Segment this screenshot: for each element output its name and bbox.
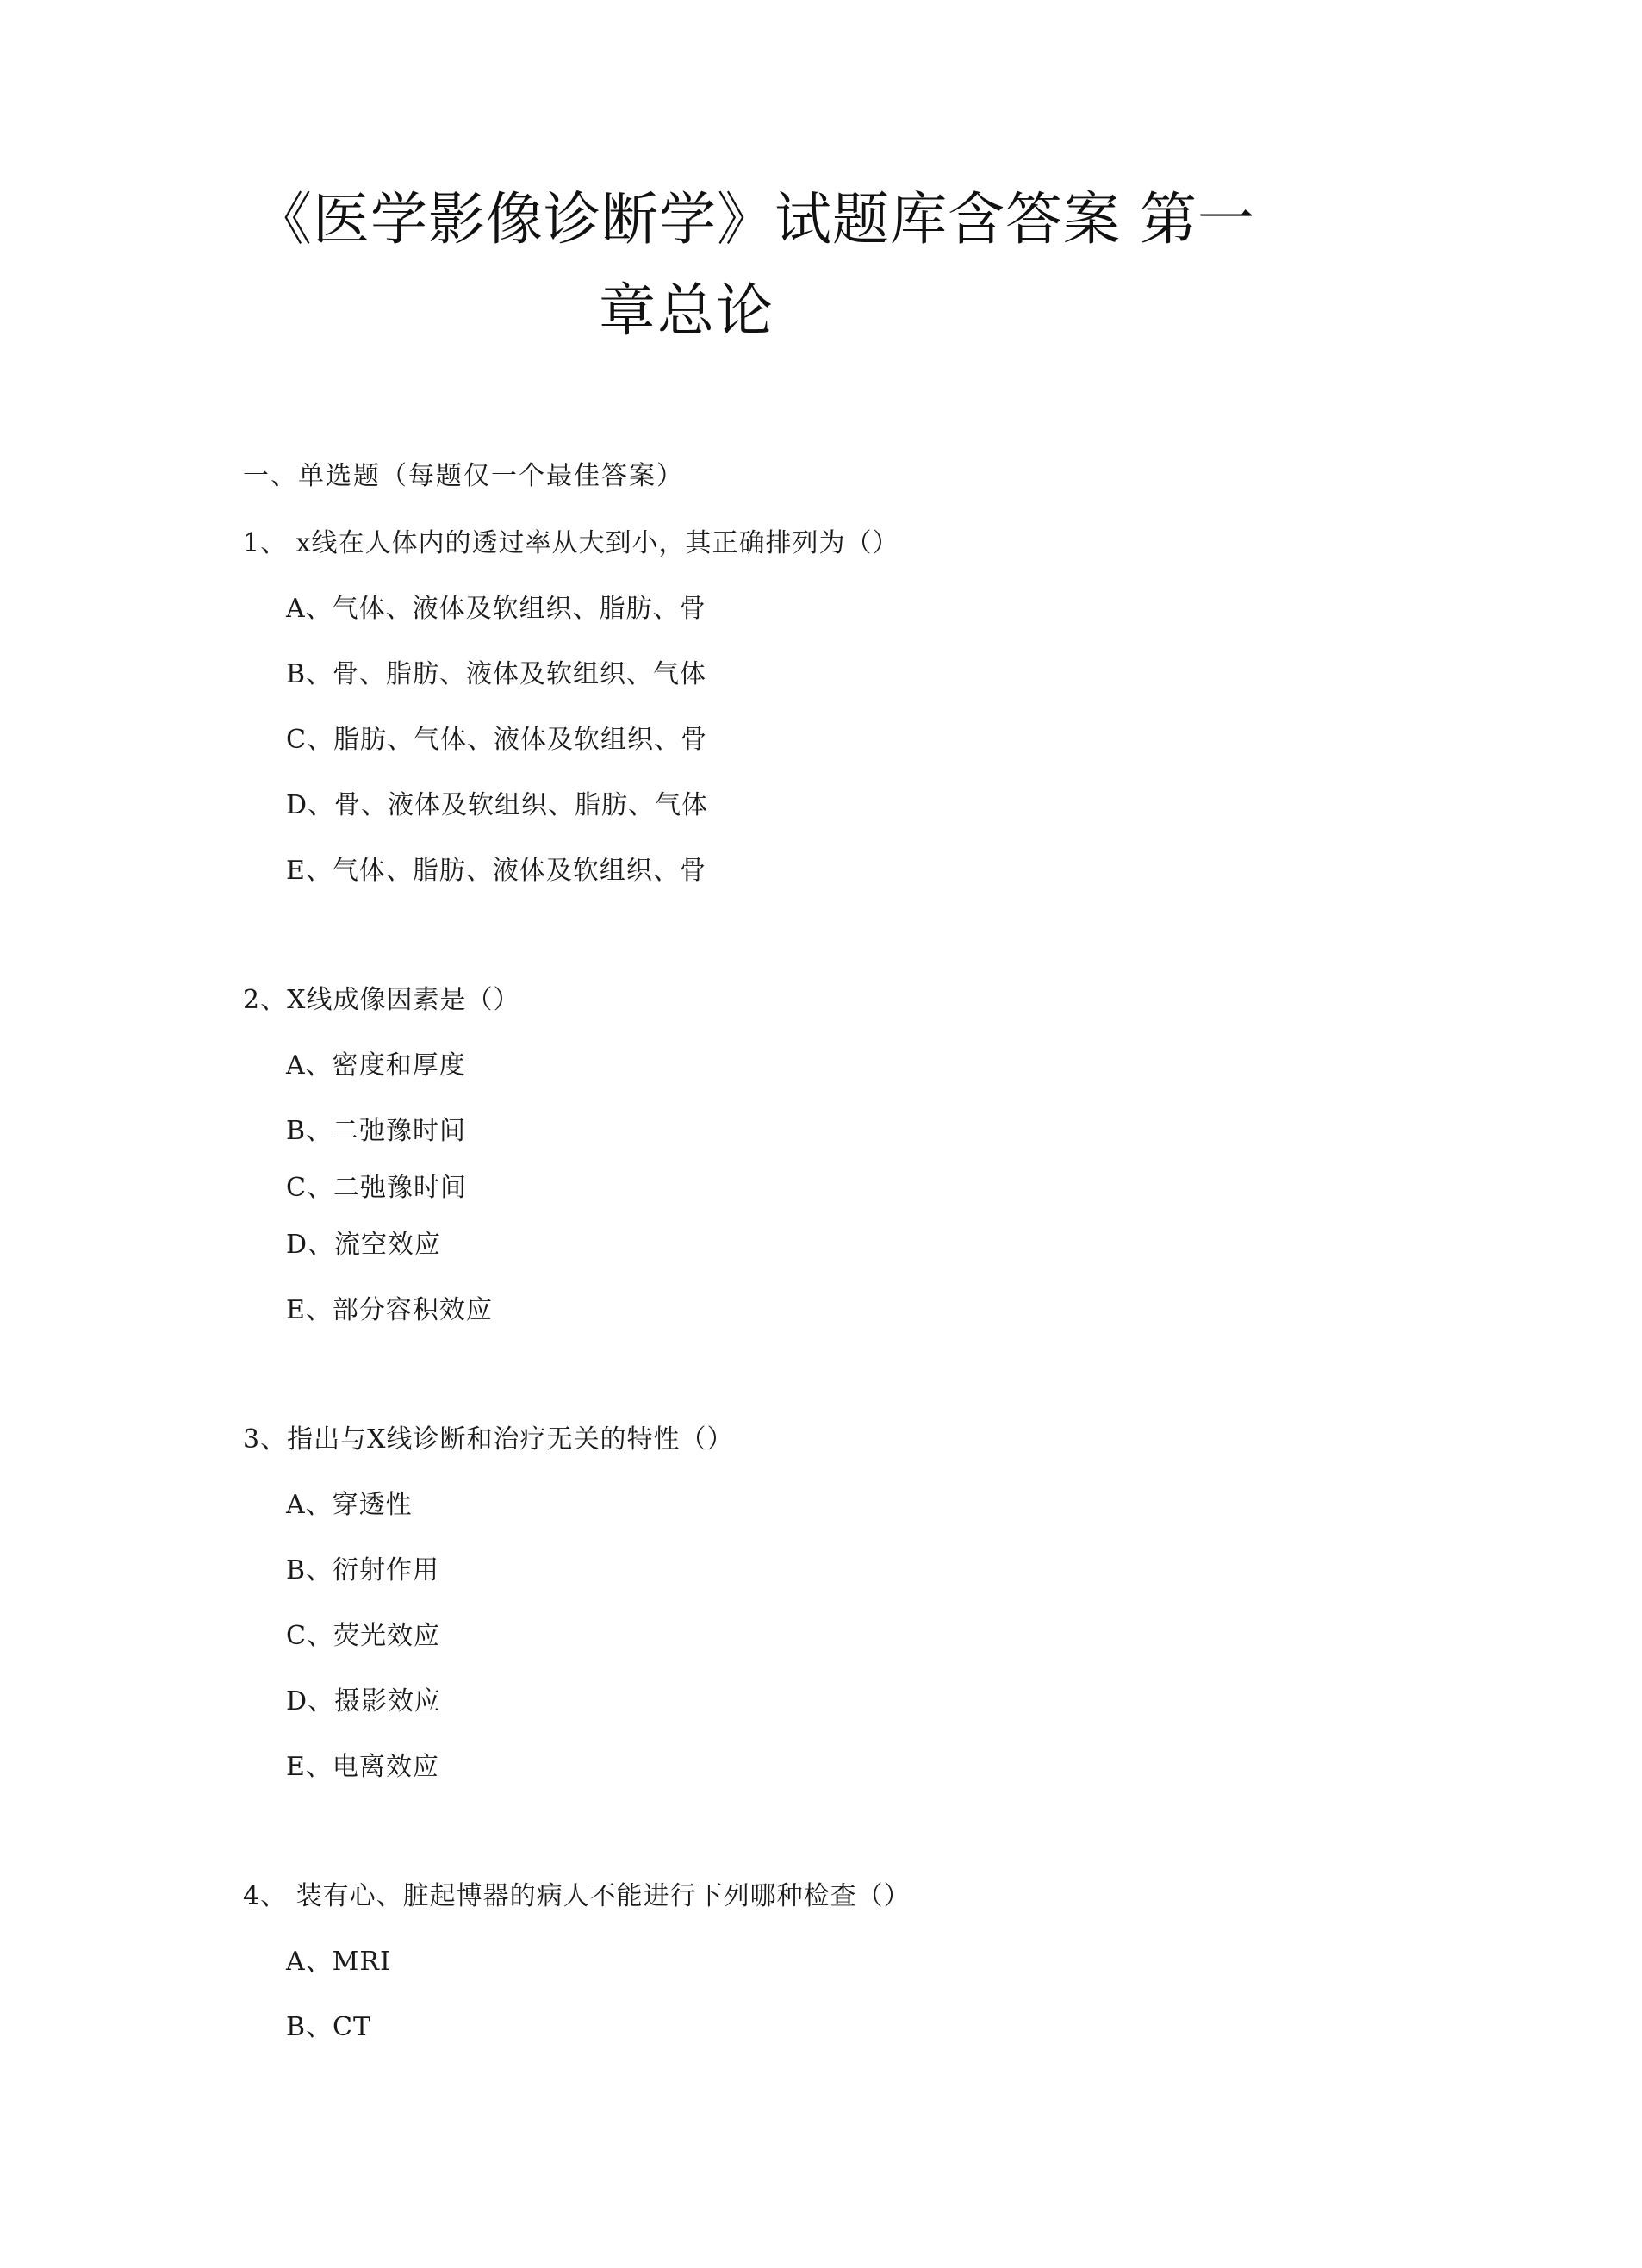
question-3-option-e: E、电离效应 [286, 1752, 439, 1782]
question-2-option-d: D、流空效应 [286, 1230, 442, 1260]
question-2-option-c: C、二弛豫时间 [286, 1173, 467, 1203]
document-title-line-1: 《医学影像诊断学》试题库含答案 第一 [255, 186, 1255, 252]
question-1-option-c: C、脂肪、气体、液体及软组织、骨 [286, 725, 707, 755]
question-2-option-e: E、部分容积效应 [286, 1295, 493, 1325]
section-heading: 一、单选题（每题仅一个最佳答案） [243, 461, 684, 491]
question-4-text: 4、 装有心、脏起博器的病人不能进行下列哪种检查（） [243, 1881, 911, 1911]
question-3-option-a: A、穿透性 [286, 1490, 413, 1520]
question-3-text: 3、指出与X线诊断和治疗无关的特性（） [243, 1424, 734, 1455]
question-1-option-a: A、气体、液体及软组织、脂肪、骨 [286, 594, 706, 624]
question-1-text: 1、 x线在人体内的透过率从大到小，其正确排列为（） [243, 528, 899, 558]
question-3-option-c: C、荧光效应 [286, 1621, 440, 1651]
question-2-option-a: A、密度和厚度 [286, 1050, 466, 1081]
question-4-option-a: A、MRI [286, 1947, 391, 1977]
question-2-text: 2、X线成像因素是（） [243, 985, 520, 1015]
question-1-option-e: E、气体、脂肪、液体及软组织、骨 [286, 856, 706, 886]
question-2-option-b: B、二弛豫时间 [286, 1116, 467, 1146]
question-1-option-d: D、骨、液体及软组织、脂肪、气体 [286, 790, 709, 820]
document-title-line-2: 章总论 [599, 277, 774, 344]
question-4-option-b: B、CT [286, 2012, 372, 2042]
question-1-option-b: B、骨、脂肪、液体及软组织、气体 [286, 659, 707, 689]
question-3-option-d: D、摄影效应 [286, 1686, 442, 1717]
question-3-option-b: B、衍射作用 [286, 1555, 440, 1586]
